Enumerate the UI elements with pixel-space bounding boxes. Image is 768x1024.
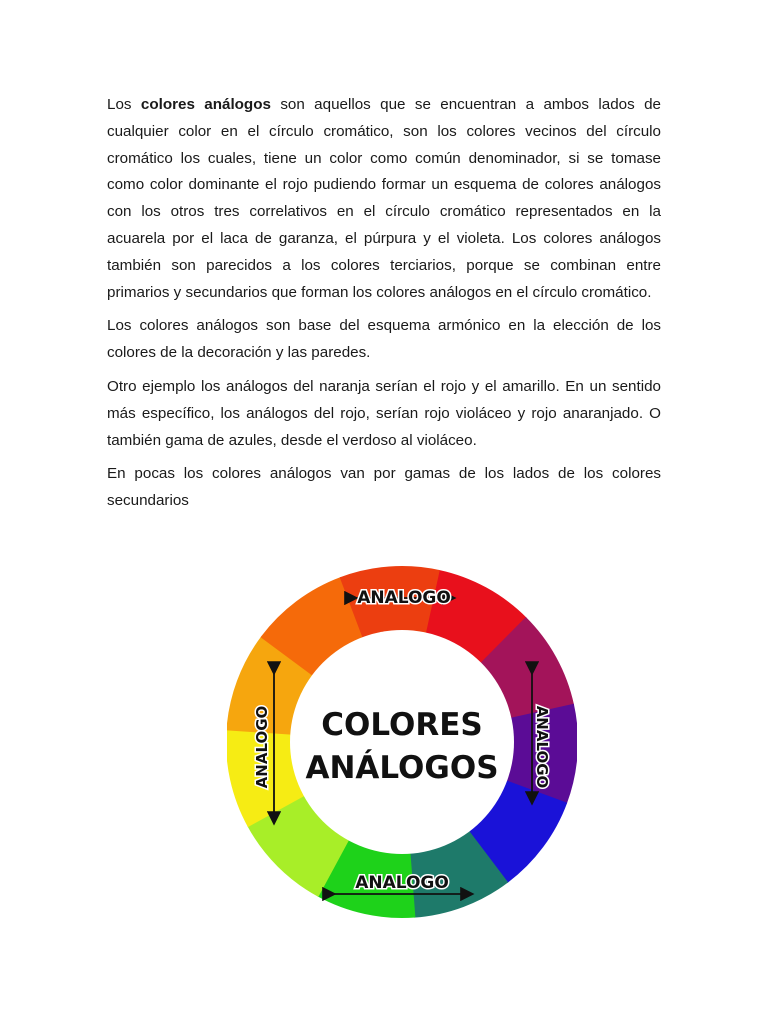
paragraph-2: Los colores análogos son base del esquema armónico en la elección de los colores de la decoración y las paredes. bbox=[107, 317, 661, 362]
bottom-analogo-label: ANALOGO bbox=[355, 873, 449, 893]
color-wheel-figure bbox=[227, 552, 577, 932]
right-analogo-label: ANALOGO bbox=[533, 705, 551, 789]
body-text bbox=[107, 92, 661, 522]
p1-bold-term: colores análogos bbox=[140, 96, 271, 113]
center-title-line1: COLORES bbox=[321, 707, 483, 743]
paragraph-1 bbox=[107, 92, 661, 306]
color-wheel-svg bbox=[227, 552, 577, 932]
p1-rest: son aquellos que se encuentran a ambos lados de cualquier color en el círculo cromático, son los colores vecinos del círculo cromático los cuales, tiene un color como común denominador, si se tomase como color dominante el rojo pudiendo formar un esquema de colores análogos con los otros tres correlativos en el círculo cromático representados en la acuarela por el laca de garanza, el púrpura y el violeta. Los colores análogos también son parecidos a los colores terciarios, porque se combinan entre primarios y secundarios que forman los colores análogos en el círculo cromático. bbox=[107, 96, 661, 301]
p1-lead: Los bbox=[107, 96, 132, 113]
paragraph-3: Otro ejemplo los análogos del naranja serían el rojo y el amarillo. En un sentido más específico, los análogos del rojo, serían rojo violáceo y rojo anaranjado. O también gama de azules, desde el verdoso al violáceo. bbox=[107, 377, 661, 449]
center-title-line2: ANÁLOGOS bbox=[305, 750, 499, 786]
top-analogo-label: ANALOGO bbox=[357, 588, 451, 608]
left-analogo-label: ANALOGO bbox=[253, 705, 271, 789]
paragraph-4: En pocas los colores análogos van por gamas de los lados de los colores secundarios bbox=[107, 465, 661, 510]
